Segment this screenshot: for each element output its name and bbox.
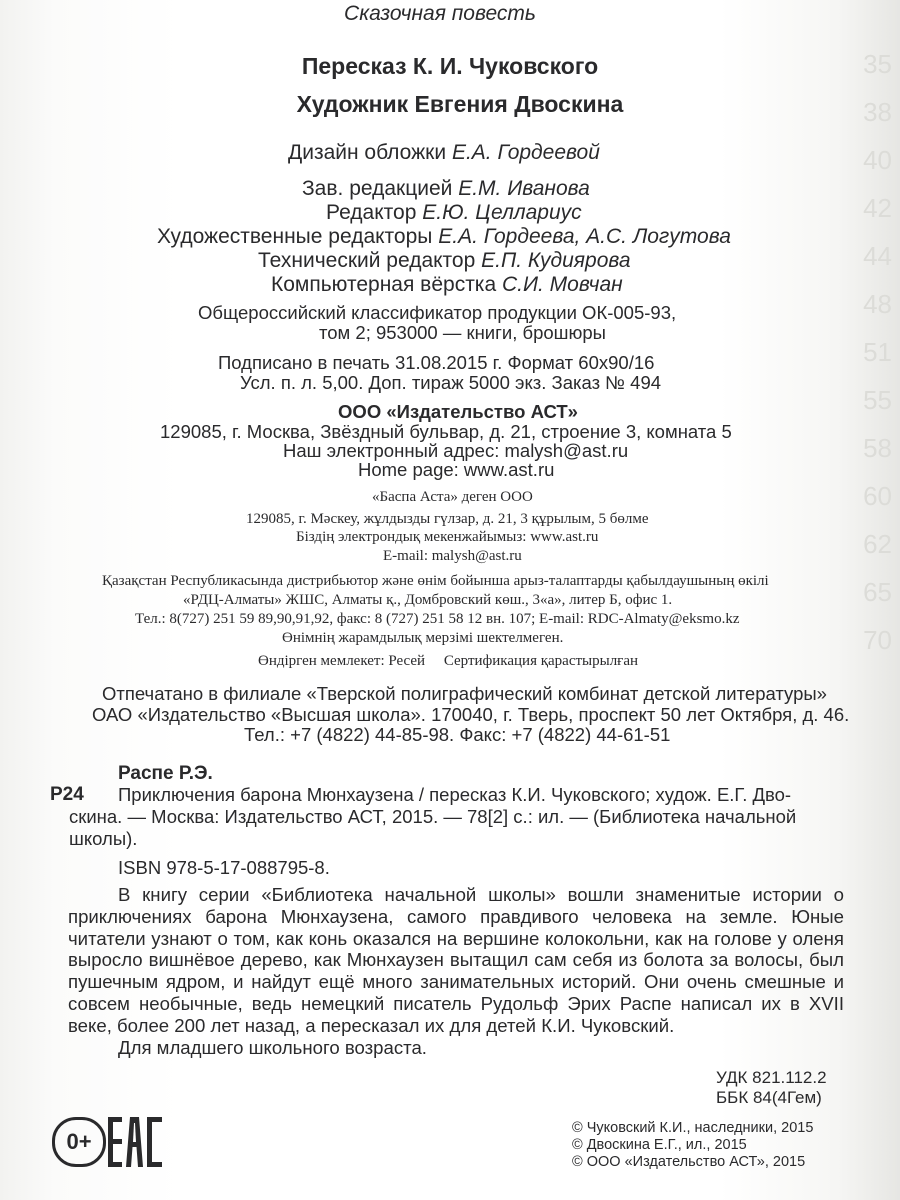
print-info-line-1: Подписано в печать 31.08.2015 г. Формат 60x90/16 xyxy=(218,352,655,373)
genre-line: Сказочная повесть xyxy=(344,2,536,25)
credit-layout xyxy=(271,273,623,297)
annotation-text: В книгу серии «Библиотека начальной школы» вошли знаменитые истории о приключениях барона Мюнхаузена, самого правдивого человека на земле. Юные читатели узнают о том, как конь оказался на вершине колокольни, как на голове у оленя выросло вишнёвое дерево, как Мюнхаузен вытащил сам себя из болота за волосы, был пушечным ядром, и найдут ещё много занимательных историй. Они очень смешные и совсем необычные, ведь немецкий писатель Рудольф Эрих Распе написал их в XVII веке, более 200 лет назад, а пересказал их для детей К.И. Чуковский. xyxy=(68,884,844,1036)
eac-certification-mark-icon xyxy=(108,1117,162,1167)
kz-origin-certification: Өндірген мемлекет: Ресей Сертификация қарастырылған xyxy=(258,653,639,669)
kz-distributor-address: «РДЦ-Алматы» ЖШС, Алматы қ., Домбровский көш., 3«а», литер Б, офис 1. xyxy=(183,592,673,608)
kz-publisher: «Баспа Аста» деген ООО xyxy=(372,489,533,505)
catalog-line-2: скина. — Москва: Издательство АСТ, 2015. — 78[2] с.: ил. — (Библиотека начальной xyxy=(69,806,797,827)
credit-editorial-head xyxy=(302,177,590,201)
credit-name: Е.Ю. Целлариус xyxy=(422,201,582,224)
copyright-line: © Чуковский К.И., наследники, 2015 xyxy=(572,1120,814,1136)
copyright-line: © ООО «Издательство АСТ», 2015 xyxy=(572,1154,806,1170)
catalog-line-1: Приключения барона Мюнхаузена / пересказ К.И. Чуковского; худож. Е.Г. Дво- xyxy=(118,784,792,805)
credit-name: Е.М. Иванова xyxy=(458,177,590,200)
credit-art-editors xyxy=(157,225,731,249)
next-page-bleed-through: 35 38 40 42 44 48 51 55 58 60 62 65 70 xyxy=(863,49,892,655)
audience-note: Для младшего школьного возраста. xyxy=(118,1036,427,1058)
credit-name: Е.А. Гордеева, А.С. Логутова xyxy=(438,225,731,248)
kz-email: E-mail: malysh@ast.ru xyxy=(383,548,522,564)
catalog-line-3: школы). xyxy=(69,828,138,849)
credit-name: Е.А. Гордеевой xyxy=(451,141,600,164)
classifier-line-1: Общероссийский классификатор продукции ОК-005-93, xyxy=(198,302,677,323)
credit-editor xyxy=(326,201,582,225)
copyright-line: © Двоскина Е.Г., ил., 2015 xyxy=(572,1137,747,1153)
credit-role: Компьютерная вёрстка xyxy=(271,273,497,296)
annotation xyxy=(68,884,844,1058)
kz-distributor: Қазақстан Республикасында дистрибьютор және өнім бойынша арыз-талаптарды қабылдаушының өкілі xyxy=(102,573,769,589)
bbk-code: ББК 84(4Гем) xyxy=(716,1088,822,1107)
catalog-author: Распе Р.Э. xyxy=(118,763,213,784)
credit-name: С.И. Мовчан xyxy=(501,273,623,296)
printer-line-2: ОАО «Издательство «Высшая школа». 170040, г. Тверь, проспект 50 лет Октября, д. 46. xyxy=(92,704,850,725)
classifier-line-2: том 2; 953000 — книги, брошюры xyxy=(319,322,606,343)
publisher-email: Наш электронный адрес: malysh@ast.ru xyxy=(283,440,629,461)
printer-line-3: Тел.: +7 (4822) 44-85-98. Факс: +7 (4822) 44-61-51 xyxy=(244,724,671,745)
print-info-line-2: Усл. п. л. 5,00. Доп. тираж 5000 экз. Заказ № 494 xyxy=(240,372,662,393)
credit-name: Е.П. Кудиярова xyxy=(481,249,631,272)
printer-line-1: Отпечатано в филиале «Тверской полиграфический комбинат детской литературы» xyxy=(102,683,827,704)
credit-role: Дизайн обложки xyxy=(288,141,447,164)
isbn: ISBN 978-5-17-088795-8. xyxy=(118,857,330,878)
kz-address: 129085, г. Мәскеу, жұлдызды гүлзар, д. 21, 3 құрылым, 5 бөлме xyxy=(246,511,649,527)
artist-line: Художник Евгения Двоскина xyxy=(296,91,624,117)
udk-code: УДК 821.112.2 xyxy=(716,1068,827,1087)
credit-role: Зав. редакцией xyxy=(302,177,453,200)
credit-role: Редактор xyxy=(326,201,417,224)
catalog-code: Р24 xyxy=(50,784,84,805)
copyright-block xyxy=(572,1120,813,1171)
kz-phone: Тел.: 8(727) 251 59 89,90,91,92, факс: 8 (727) 251 58 12 вн. 107; E-mail: RDC-Almaty@eksmo.kz xyxy=(135,611,740,627)
credit-role: Технический редактор xyxy=(258,249,476,272)
publisher-homepage: Home page: www.ast.ru xyxy=(358,459,555,480)
credit-cover-design xyxy=(288,141,600,165)
retelling-line: Пересказ К. И. Чуковского xyxy=(301,53,599,79)
kz-shelf-life: Өнімнің жарамдылық мерзімі шектелмеген. xyxy=(282,630,564,646)
publisher-address: 129085, г. Москва, Звёздный бульвар, д. 21, строение 3, комната 5 xyxy=(160,421,732,442)
credit-role: Художественные редакторы xyxy=(157,225,433,248)
publisher-name: ООО «Издательство АСТ» xyxy=(338,401,578,422)
age-rating-badge: 0+ xyxy=(52,1117,106,1167)
credit-tech-editor xyxy=(258,249,631,273)
kz-website: Біздің электрондық мекенжайымыз: www.ast.ru xyxy=(296,529,599,545)
